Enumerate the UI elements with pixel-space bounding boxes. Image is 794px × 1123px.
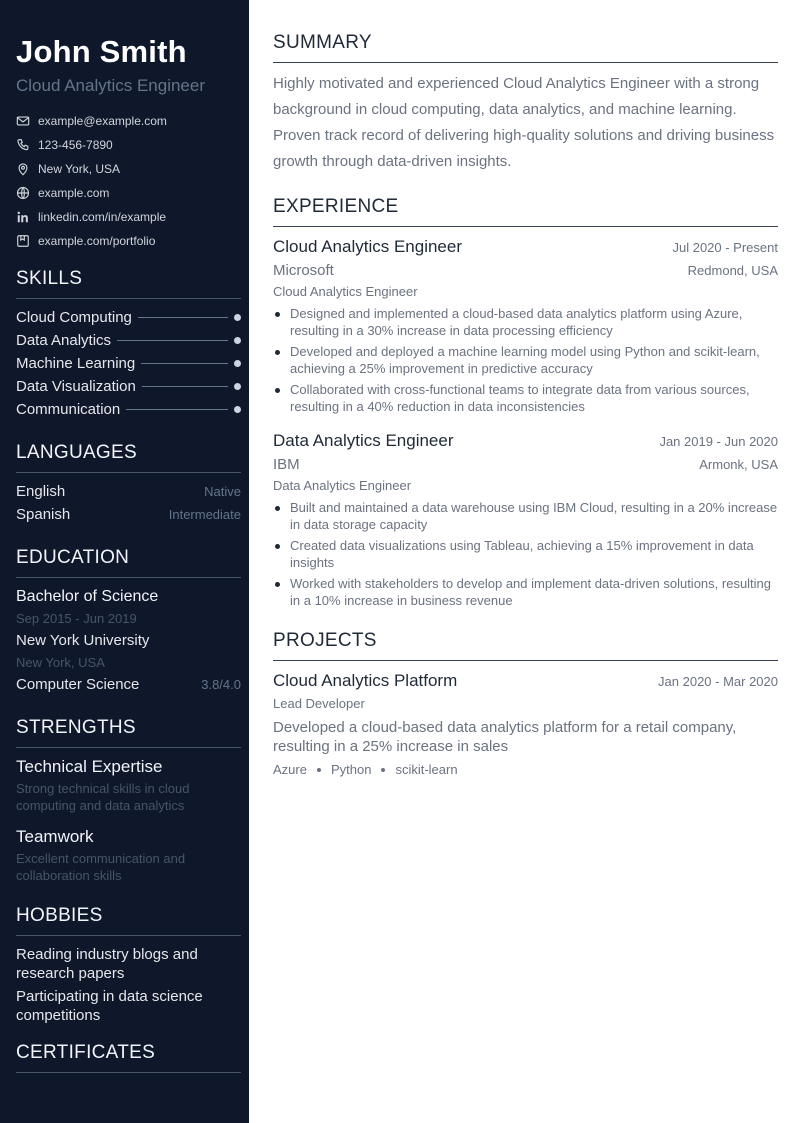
mail-icon <box>16 114 30 128</box>
main-content <box>273 31 778 777</box>
skill-item <box>16 306 241 329</box>
portfolio-icon <box>16 234 30 248</box>
contact-email[interactable] <box>16 109 241 133</box>
language-item <box>16 503 241 526</box>
strength-item <box>16 826 241 884</box>
project-title: Cloud Analytics Platform <box>273 671 458 690</box>
strength-item <box>16 756 241 814</box>
strengths-section <box>16 716 241 884</box>
contact-portfolio[interactable] <box>16 229 241 253</box>
certificates-heading: CERTIFICATES <box>16 1041 241 1073</box>
job-title-row <box>273 235 778 259</box>
job-bullet: Worked with stakeholders to develop and implement data-driven solutions, resulting in a 10% increase in business revenue <box>273 575 778 609</box>
education-dates: Sep 2015 - Jun 2019 <box>16 611 137 626</box>
language-name: English <box>16 483 66 500</box>
job-location: Armonk, USA <box>699 457 778 472</box>
language-item <box>16 480 241 503</box>
job-dates: Jan 2019 - Jun 2020 <box>659 434 778 449</box>
contact-website[interactable] <box>16 181 241 205</box>
project-description: Developed a cloud-based data analytics platform for a retail company, resulting in a 25% increase in sales <box>273 719 737 755</box>
education-entry <box>16 586 241 696</box>
skill-item <box>16 375 241 398</box>
certificates-section <box>16 1041 241 1073</box>
skill-level-dot <box>234 314 241 321</box>
strength-description: Strong technical skills in cloud computing and data analytics <box>16 781 190 813</box>
job-title-row <box>273 429 778 453</box>
skill-item <box>16 329 241 352</box>
skill-name: Cloud Computing <box>16 309 132 326</box>
hobbies-section <box>16 904 241 1025</box>
contact-list <box>16 109 241 253</box>
skill-name: Data Analytics <box>16 332 112 349</box>
globe-icon <box>16 186 30 200</box>
job-bullets <box>273 499 778 609</box>
strengths-heading: STRENGTHS <box>16 716 241 748</box>
keyword-separator <box>381 768 385 772</box>
skill-line <box>142 386 228 387</box>
experience-section <box>273 195 778 609</box>
job-title: Data Analytics Engineer <box>273 431 454 450</box>
project-dates: Jan 2020 - Mar 2020 <box>658 674 778 689</box>
education-degree: Bachelor of Science <box>16 588 159 605</box>
skill-level-dot <box>234 406 241 413</box>
education-field: Computer Science <box>16 676 140 693</box>
language-level: Native <box>204 484 241 499</box>
skill-line <box>126 409 228 410</box>
job-dates: Jul 2020 - Present <box>672 240 778 255</box>
education-field-row <box>16 674 241 696</box>
contact-phone[interactable] <box>16 133 241 157</box>
skills-list <box>16 306 241 421</box>
education-heading: EDUCATION <box>16 546 241 578</box>
contact-linkedin-text: linkedin.com/in/example <box>38 210 167 224</box>
skill-line <box>117 340 228 341</box>
strength-description: Excellent communication and collaboration skills <box>16 851 186 883</box>
skill-name: Communication <box>16 401 121 418</box>
job-bullet: Collaborated with cross-functional teams to integrate data from various sources, resulting in a 40% reduction in data inconsistencies <box>273 381 778 415</box>
job-bullet: Developed and deployed a machine learning model using Python and scikit-learn, achieving a 25% improvement in predictive accuracy <box>273 343 778 377</box>
strength-title: Technical Expertise <box>16 757 163 776</box>
phone-icon <box>16 138 30 152</box>
skill-name: Data Visualization <box>16 378 136 395</box>
project-keyword: scikit-learn <box>395 762 458 777</box>
project-keywords <box>273 762 778 777</box>
education-location: New York, USA <box>16 655 105 670</box>
job-location: Redmond, USA <box>687 263 778 278</box>
skill-name: Machine Learning <box>16 355 136 372</box>
linkedin-icon <box>16 210 30 224</box>
job-role: Cloud Analytics Engineer <box>273 284 418 299</box>
job-bullets <box>273 305 778 415</box>
education-gpa: 3.8/4.0 <box>201 677 241 692</box>
skill-item <box>16 352 241 375</box>
skill-level-dot <box>234 337 241 344</box>
job-bullet: Designed and implemented a cloud-based data analytics platform using Azure, resulting in a 30% increase in data processing efficiency <box>273 305 778 339</box>
languages-list <box>16 480 241 526</box>
project-keyword: Python <box>330 762 372 777</box>
projects-heading: PROJECTS <box>273 629 778 661</box>
skills-section <box>16 267 241 421</box>
hobbies-heading: HOBBIES <box>16 904 241 936</box>
experience-entry <box>273 429 778 609</box>
candidate-name: John Smith <box>16 34 187 69</box>
hobby-item: Participating in data science competitions <box>16 988 203 1024</box>
summary-text: Highly motivated and experienced Cloud Analytics Engineer with a strong background in cloud computing, data analytics, and machine learning. Proven track record of delivering high-quality solutions and driving business growth through data-driven insights. <box>273 75 775 170</box>
summary-heading: SUMMARY <box>273 31 778 63</box>
hobby-item: Reading industry blogs and research papers <box>16 946 198 982</box>
languages-section <box>16 441 241 526</box>
job-company: IBM <box>273 456 300 473</box>
language-name: Spanish <box>16 506 71 523</box>
location-pin-icon <box>16 162 30 176</box>
hobbies-list <box>16 945 241 1025</box>
job-company: Microsoft <box>273 262 334 279</box>
job-role: Data Analytics Engineer <box>273 478 412 493</box>
contact-phone-text: 123-456-7890 <box>38 138 113 152</box>
project-title-row <box>273 669 778 693</box>
project-keyword: Azure <box>273 762 307 777</box>
candidate-headline: Cloud Analytics Engineer <box>16 76 206 95</box>
languages-heading: LANGUAGES <box>16 441 241 473</box>
contact-location <box>16 157 241 181</box>
job-bullet: Created data visualizations using Tableau, achieving a 15% improvement in data insights <box>273 537 778 571</box>
project-entry <box>273 669 778 777</box>
sidebar <box>0 0 249 1123</box>
contact-linkedin[interactable] <box>16 205 241 229</box>
projects-section <box>273 629 778 777</box>
education-section <box>16 546 241 696</box>
skills-heading: SKILLS <box>16 267 241 299</box>
project-role: Lead Developer <box>273 696 365 711</box>
skill-level-dot <box>234 360 241 367</box>
skill-line <box>138 317 228 318</box>
experience-entry <box>273 235 778 415</box>
skill-line <box>141 363 228 364</box>
skill-level-dot <box>234 383 241 390</box>
job-company-row <box>273 453 778 477</box>
experience-heading: EXPERIENCE <box>273 195 778 227</box>
education-school: New York University <box>16 632 150 649</box>
job-title: Cloud Analytics Engineer <box>273 237 463 256</box>
contact-email-text: example@example.com <box>38 114 167 128</box>
strength-title: Teamwork <box>16 827 94 846</box>
job-company-row <box>273 259 778 283</box>
contact-location-text: New York, USA <box>38 162 121 176</box>
summary-section <box>273 31 778 175</box>
keyword-separator <box>317 768 321 772</box>
contact-portfolio-text: example.com/portfolio <box>38 234 156 248</box>
contact-website-text: example.com <box>38 186 110 200</box>
language-level: Intermediate <box>168 507 241 522</box>
job-bullet: Built and maintained a data warehouse using IBM Cloud, resulting in a 20% increase in data storage capacity <box>273 499 778 533</box>
skill-item <box>16 398 241 421</box>
